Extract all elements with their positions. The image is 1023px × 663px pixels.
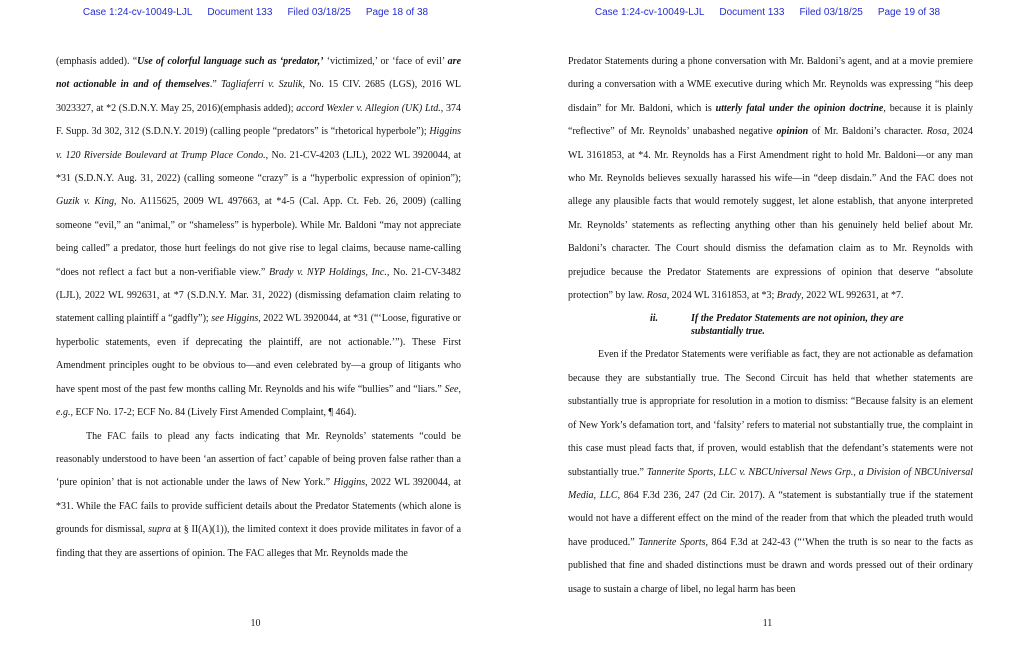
text-run: Even if the Predator Statements were verifiable as fact, they are not actionable as defamation because they are substantially true. The Second Circuit has held that whether statements are substantially true is appropriate for resolution in a motion to dismiss: “Because falsity is an element of New York’s defamation tort, and ‘falsity’ refers to material not substantially true, the complaint in this case must plead facts that, if proven, would establish that the defendant’s statements were not substantially true.” [568,349,973,478]
ecf-page-of: Page 18 of 38 [365,7,429,18]
text-run: Higgins [333,477,366,489]
text-run: See, e.g. [56,383,461,419]
text-run: , 2022 WL 3920044, at *31. While the FAC fails to provide sufficient details about the Predator Statements (which alone is grounds for dismissal, [56,477,461,536]
text-run: Higgins v. 120 Riverside Boulevard at Trump Place Condo. [56,126,461,161]
text-run: ‘victimized,’ or ‘face of evil’ [323,56,448,67]
ecf-stamp-header [512,7,1023,18]
text-run: , because it is plainly “reflective” of Mr. Reynolds’ unabashed negative [568,102,973,138]
text-run: If the Predator Statements are not opinion, they are substantially true. [691,313,904,338]
text-run: are not actionable in and of themselves [56,56,462,91]
text-run: , ECF No. 17-2; ECF No. 84 (Lively First Amended Complaint, ¶ 464). [70,407,357,419]
text-run: , 374 F. Supp. 3d 302, 312 (S.D.N.Y. 2019) (calling people “predators” is “rhetorical hyperbole”); [56,102,461,138]
text-run: Guzik v. King [56,196,115,208]
page-18 [0,0,511,663]
text-run: accord Wexler v. Allegion (UK) Ltd. [296,102,441,114]
text-run: of Mr. Baldoni’s character. [808,126,927,138]
text-run: Tannerite Sports, LLC v. NBCUniversal News Grp., a Division of NBCUniversal Media, LLC [568,466,973,501]
subsection-number: ii. [650,313,659,325]
text-run: opinion [776,126,809,138]
text-run: Brady v. NYP Holdings, Inc. [268,266,387,278]
text-run: , 864 F.3d at 242-43 (“‘When the truth is so near to the facts as published that fine and shaded distinctions must be drawn and words pressed out of their ordinary usage to sustain a charge of libel, no legal harm has been [568,536,973,595]
page-body [56,50,461,565]
subsection-heading [650,312,973,338]
page-19 [512,0,1023,663]
text-run: , 864 F.3d 236, 247 (2d Cir. 2017). A “statement is substantially true if the statement would not have a different effect on the mind of the reader from that which the pleaded truth would have produced.” [568,489,973,548]
text-run: supra [148,524,171,536]
text-run: , No. 21-CV-3482 (LJL), 2022 WL 992631, at *7 (S.D.N.Y. Mar. 31, 2022) (dismissing defamation claim relating to statement calling plaintiff a “gadfly”); [56,266,462,325]
ecf-stamp-header [0,7,511,18]
text-run: Brady [776,290,802,302]
text-run: Use of colorful language such as ‘predator,’ [137,56,324,67]
ecf-case-number: Case 1:24-cv-10049-LJL [594,7,705,18]
paragraph [56,50,461,425]
ecf-document-number: Document 133 [207,7,273,18]
text-run: (emphasis added). “ [56,56,138,67]
paragraph [568,50,973,307]
ecf-page-of: Page 19 of 38 [877,7,941,18]
ecf-case-number: Case 1:24-cv-10049-LJL [82,7,193,18]
page-body [568,50,973,601]
text-run: see Higgins [211,313,259,325]
page-number: 11 [762,618,773,629]
text-run: , 2024 WL 3161853, at *4. Mr. Reynolds has a First Amendment right to hold Mr. Baldoni—or any man who Mr. Reynolds believes sexually harassed his wife—in “deep disdain.” And the FAC does not allege any plausible facts that would remotely suggest, let alone establish, that anyone interpreted Mr. Reynolds’ statements as reflecting anything other than his genuinely held belief about Mr. Baldoni’s character. The Court should dismiss the defamation claim as to Mr. Reynolds with prejudice because the Predator Statements are expressions of opinion that deserve “absolute protection” by law. [568,126,974,302]
text-run: Predator Statements during a phone conversation with Mr. Baldoni’s agent, and at a movie premiere during a conversation with a WME executive during which Mr. Reynolds was expressing “his deep disdain” for Mr. Baldoni, which is [568,56,973,114]
text-run: , 2022 WL 992631, at *7. [801,290,904,302]
text-run: Tagliaferri v. Szulik [220,79,303,91]
text-run: .” [209,79,221,91]
paragraph [56,425,461,565]
ecf-filed-date: Filed 03/18/25 [287,7,351,18]
text-run: , No. 15 CIV. 2685 (LGS), 2016 WL 3023327, at *2 (S.D.N.Y. May 25, 2016)(emphasis added); [56,79,461,114]
text-run: The FAC fails to plead any facts indicating that Mr. Reynolds’ statements “could be reasonably understood to have been ‘an assertion of fact’ capable of being proven false rather than a ‘pure opinion’ that is not actionable under the laws of New York.” [56,430,461,489]
text-run: Rosa [646,290,667,302]
text-run: , No. A115625, 2009 WL 497663, at *4-5 (Cal. App. Ct. Feb. 26, 2009) (calling someone “evil,” an “animal,” or “shameless” is hyperbole). While Mr. Baldoni “may not appreciate being called” a predator, those hurt feelings do not give rise to legal claims, because name-calling “does not reflect a fact but a non-verifiable view.” [56,196,461,278]
text-run: Tannerite Sports [638,536,706,548]
ecf-filed-date: Filed 03/18/25 [799,7,863,18]
text-run: , 2024 WL 3161853, at *3; [666,290,777,302]
text-run: , 2022 WL 3920044, at *31 (“‘Loose, figurative or hyperbolic statements, even if deprecating the plaintiff, are not actionable.’”). These First Amendment principles ought to be obvious to—and even celebrated by—a group of litigants who have spent most of the past few months calling Mr. Reynolds and his wife “bullies” and “liars.” [56,313,461,395]
paragraph [568,343,973,600]
ecf-document-number: Document 133 [719,7,785,18]
text-run: at § II(A)(1)), the limited context it does provide militates in favor of a finding that they are assertions of opinion. The FAC alleges that Mr. Reynolds made the [56,524,462,559]
subsection-title [691,312,953,338]
page-number: 10 [250,618,261,629]
text-run: , No. 21-CV-4203 (LJL), 2022 WL 3920044, at *31 (S.D.N.Y. Aug. 31, 2022) (calling someone “crazy” is a “hyperbolic expression of opinion”); [56,149,461,185]
text-run: Rosa [926,126,947,138]
text-run: utterly fatal under the opinion doctrine [715,102,884,114]
